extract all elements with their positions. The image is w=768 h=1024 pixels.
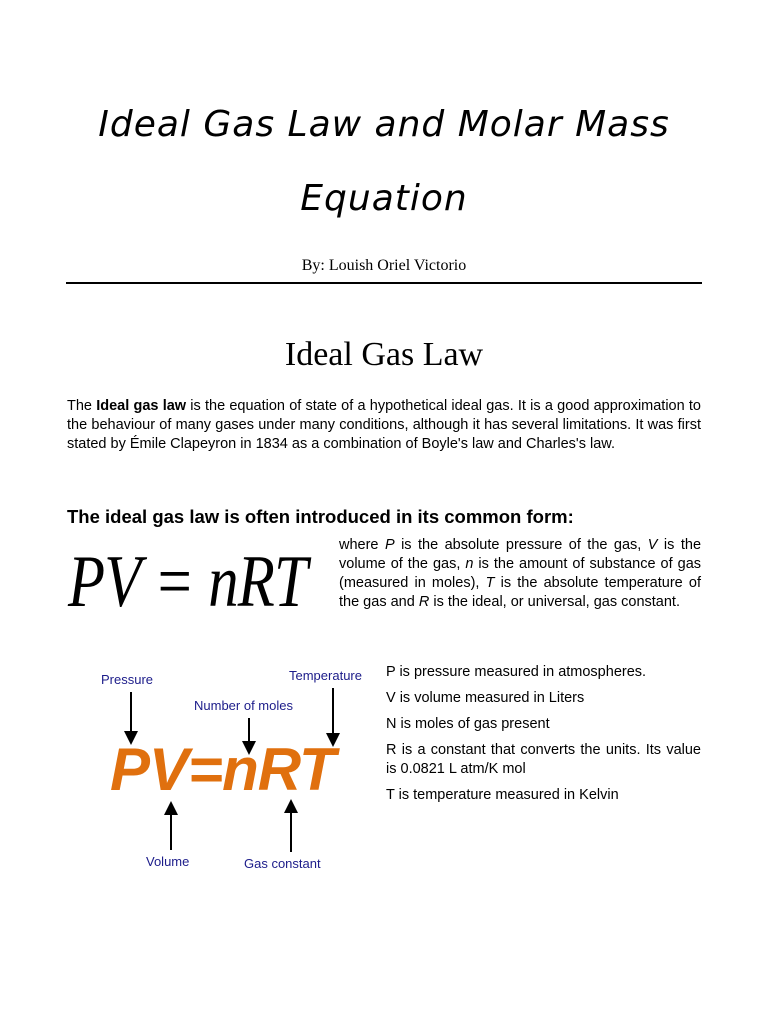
definitions-list [386, 663, 701, 812]
label-volume: Volume [146, 854, 190, 869]
label-pressure: Pressure [101, 672, 154, 687]
where-text-6: is the ideal, or universal, gas constant. [429, 594, 680, 610]
section-heading: Ideal Gas Law [284, 336, 484, 373]
label-gas-constant: Gas constant [244, 856, 321, 871]
where-text-3: is the volume of the gas, [339, 537, 702, 572]
definition-r: R is a constant that converts the units. Its value is 0.0821 L atm/K mol [386, 742, 701, 777]
where-text-2: is the absolute pressure of the gas, [394, 537, 648, 553]
where-text-1: where [339, 537, 385, 553]
label-temperature: Temperature [289, 668, 362, 683]
var-v: V [647, 537, 658, 553]
subheading: The ideal gas law is often introduced in its common form: [67, 506, 574, 527]
where-text-4: is the amount of substance of gas (measured in moles), [339, 556, 702, 591]
definition-p: P is pressure measured in atmospheres. [386, 664, 647, 680]
var-t: T [485, 575, 495, 591]
definition-v: V is volume measured in Liters [386, 690, 585, 706]
where-text-5: is the absolute temperature of the gas and [339, 575, 701, 610]
title-line-2: Equation [300, 178, 468, 219]
var-r: R [418, 594, 430, 610]
intro-bold-term: Ideal gas law [96, 398, 187, 414]
var-p: P [384, 537, 395, 553]
title-line-1: Ideal Gas Law and Molar Mass [98, 104, 670, 145]
byline: By: Louish Oriel Victorio [301, 257, 467, 274]
label-number-of-moles: Number of moles [194, 698, 293, 713]
equation-large: PV = nRT [68, 541, 307, 623]
definition-n: N is moles of gas present [386, 716, 550, 732]
var-n: n [465, 556, 474, 572]
definition-t: T is temperature measured in Kelvin [386, 787, 619, 803]
intro-pre: The [67, 398, 97, 414]
equation-diagram: PV=nRT [110, 736, 335, 803]
intro-post: is the equation of state of a hypothetical ideal gas. It is a good approximation to the behaviour of many gases under many conditions, although it has several limitations. It was first stated by Émile Clapeyron in 1834 as a combination of Boyle's law and Charles's law. [67, 398, 701, 452]
